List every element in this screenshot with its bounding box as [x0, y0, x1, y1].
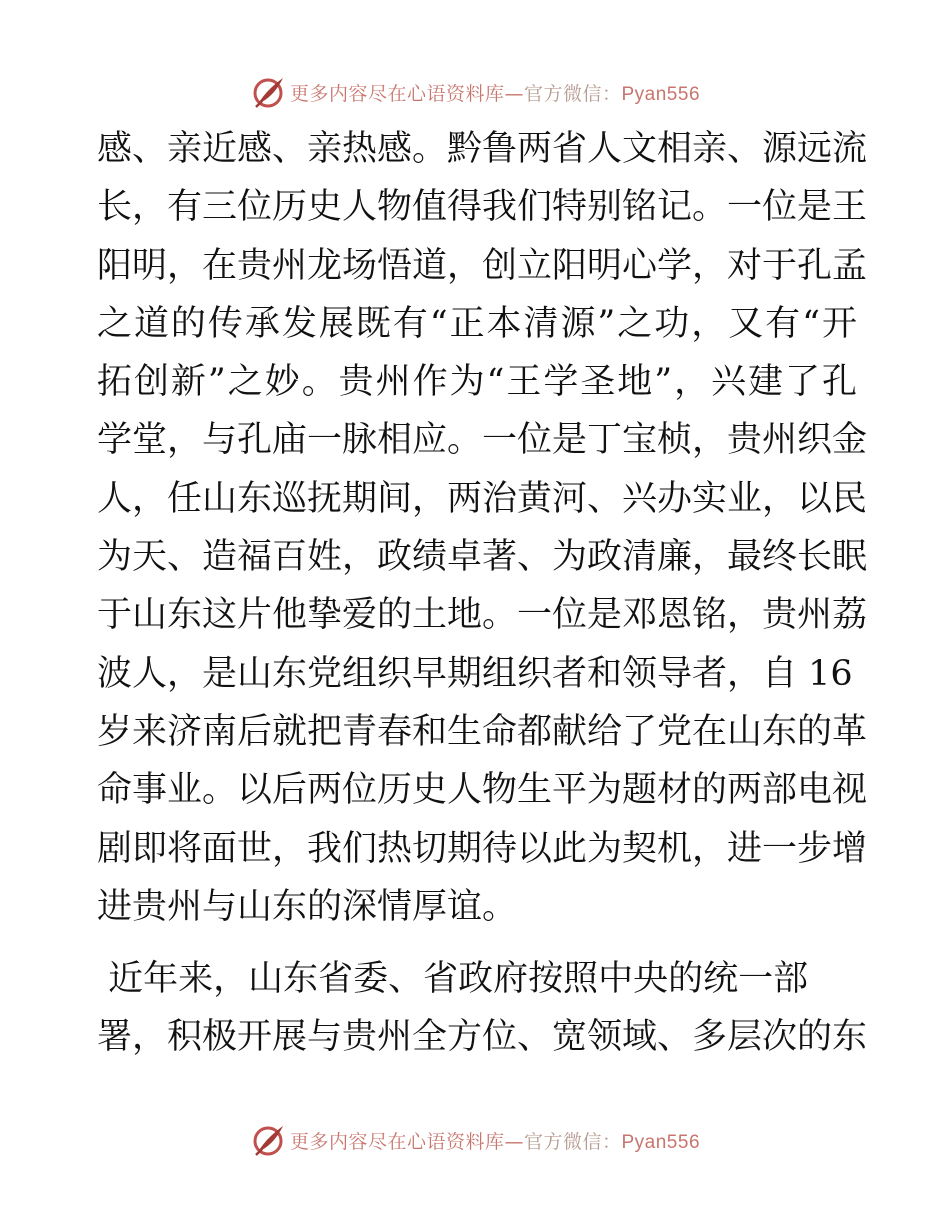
header-banner-text	[290, 79, 700, 106]
text-line: 进贵州与山东的深情厚谊。	[97, 886, 518, 927]
quill-pen-logo-icon	[250, 74, 286, 110]
header-separator: —	[504, 82, 524, 105]
text-line: 命事业。以后两位历史人物生平为题材的两部电视	[97, 770, 868, 811]
text-line: 长，有三位历史人物值得我们特别铭记。一位是王	[97, 187, 868, 228]
header-wechat-label: 官方微信：	[523, 82, 622, 105]
paragraph-2	[97, 950, 868, 1067]
footer-wechat-id: Pyan556	[621, 1131, 701, 1153]
quill-pen-logo-icon	[250, 1122, 286, 1158]
text-line: 人，任山东巡抚期间，两治黄河、兴办实业，以民	[97, 478, 868, 519]
footer-banner-text	[290, 1127, 700, 1154]
text-line: 感、亲近感、亲热感。黔鲁两省人文相亲、源远流	[97, 129, 868, 169]
footer-separator: —	[504, 1130, 524, 1153]
text-line: 于山东这片他挚爱的土地。一位是邓恩铭，贵州荔	[97, 595, 868, 636]
text-line: 拓创新”之妙。贵州作为“王学圣地”，兴建了孔	[97, 362, 857, 403]
header-site-text: 更多内容尽在心语资料库	[289, 82, 505, 105]
text-line: 学堂，与孔庙一脉相应。一位是丁宝桢，贵州织金	[97, 420, 868, 461]
text-line: 岁来济南后就把青春和生命都献给了党在山东的革	[97, 711, 868, 752]
footer-banner	[0, 1120, 950, 1160]
footer-site-text: 更多内容尽在心语资料库	[289, 1130, 505, 1153]
text-line: 波人，是山东党组织早期组织者和领导者，自 16	[97, 653, 853, 694]
text-line: 为天、造福百姓，政绩卓著、为政清廉，最终长眠	[97, 537, 868, 578]
footer-wechat-label: 官方微信：	[523, 1130, 622, 1153]
text-line: 署，积极开展与贵州全方位、宽领域、多层次的东	[97, 1017, 868, 1058]
text-line: 之道的传承发展既有“正本清源”之功，又有“开	[97, 303, 857, 344]
text-line: 阳明，在贵州龙场悟道，创立阳明心学，对于孔孟	[97, 245, 868, 286]
text-line: 剧即将面世，我们热切期待以此为契机，进一步增	[97, 828, 868, 869]
paragraph-gap	[97, 936, 857, 950]
header-banner	[0, 72, 950, 112]
paragraph-1	[97, 120, 868, 936]
header-wechat-id: Pyan556	[621, 83, 701, 105]
document-body	[97, 120, 868, 1067]
text-line: 近年来，山东省委、省政府按照中央的统一部	[97, 959, 809, 1000]
